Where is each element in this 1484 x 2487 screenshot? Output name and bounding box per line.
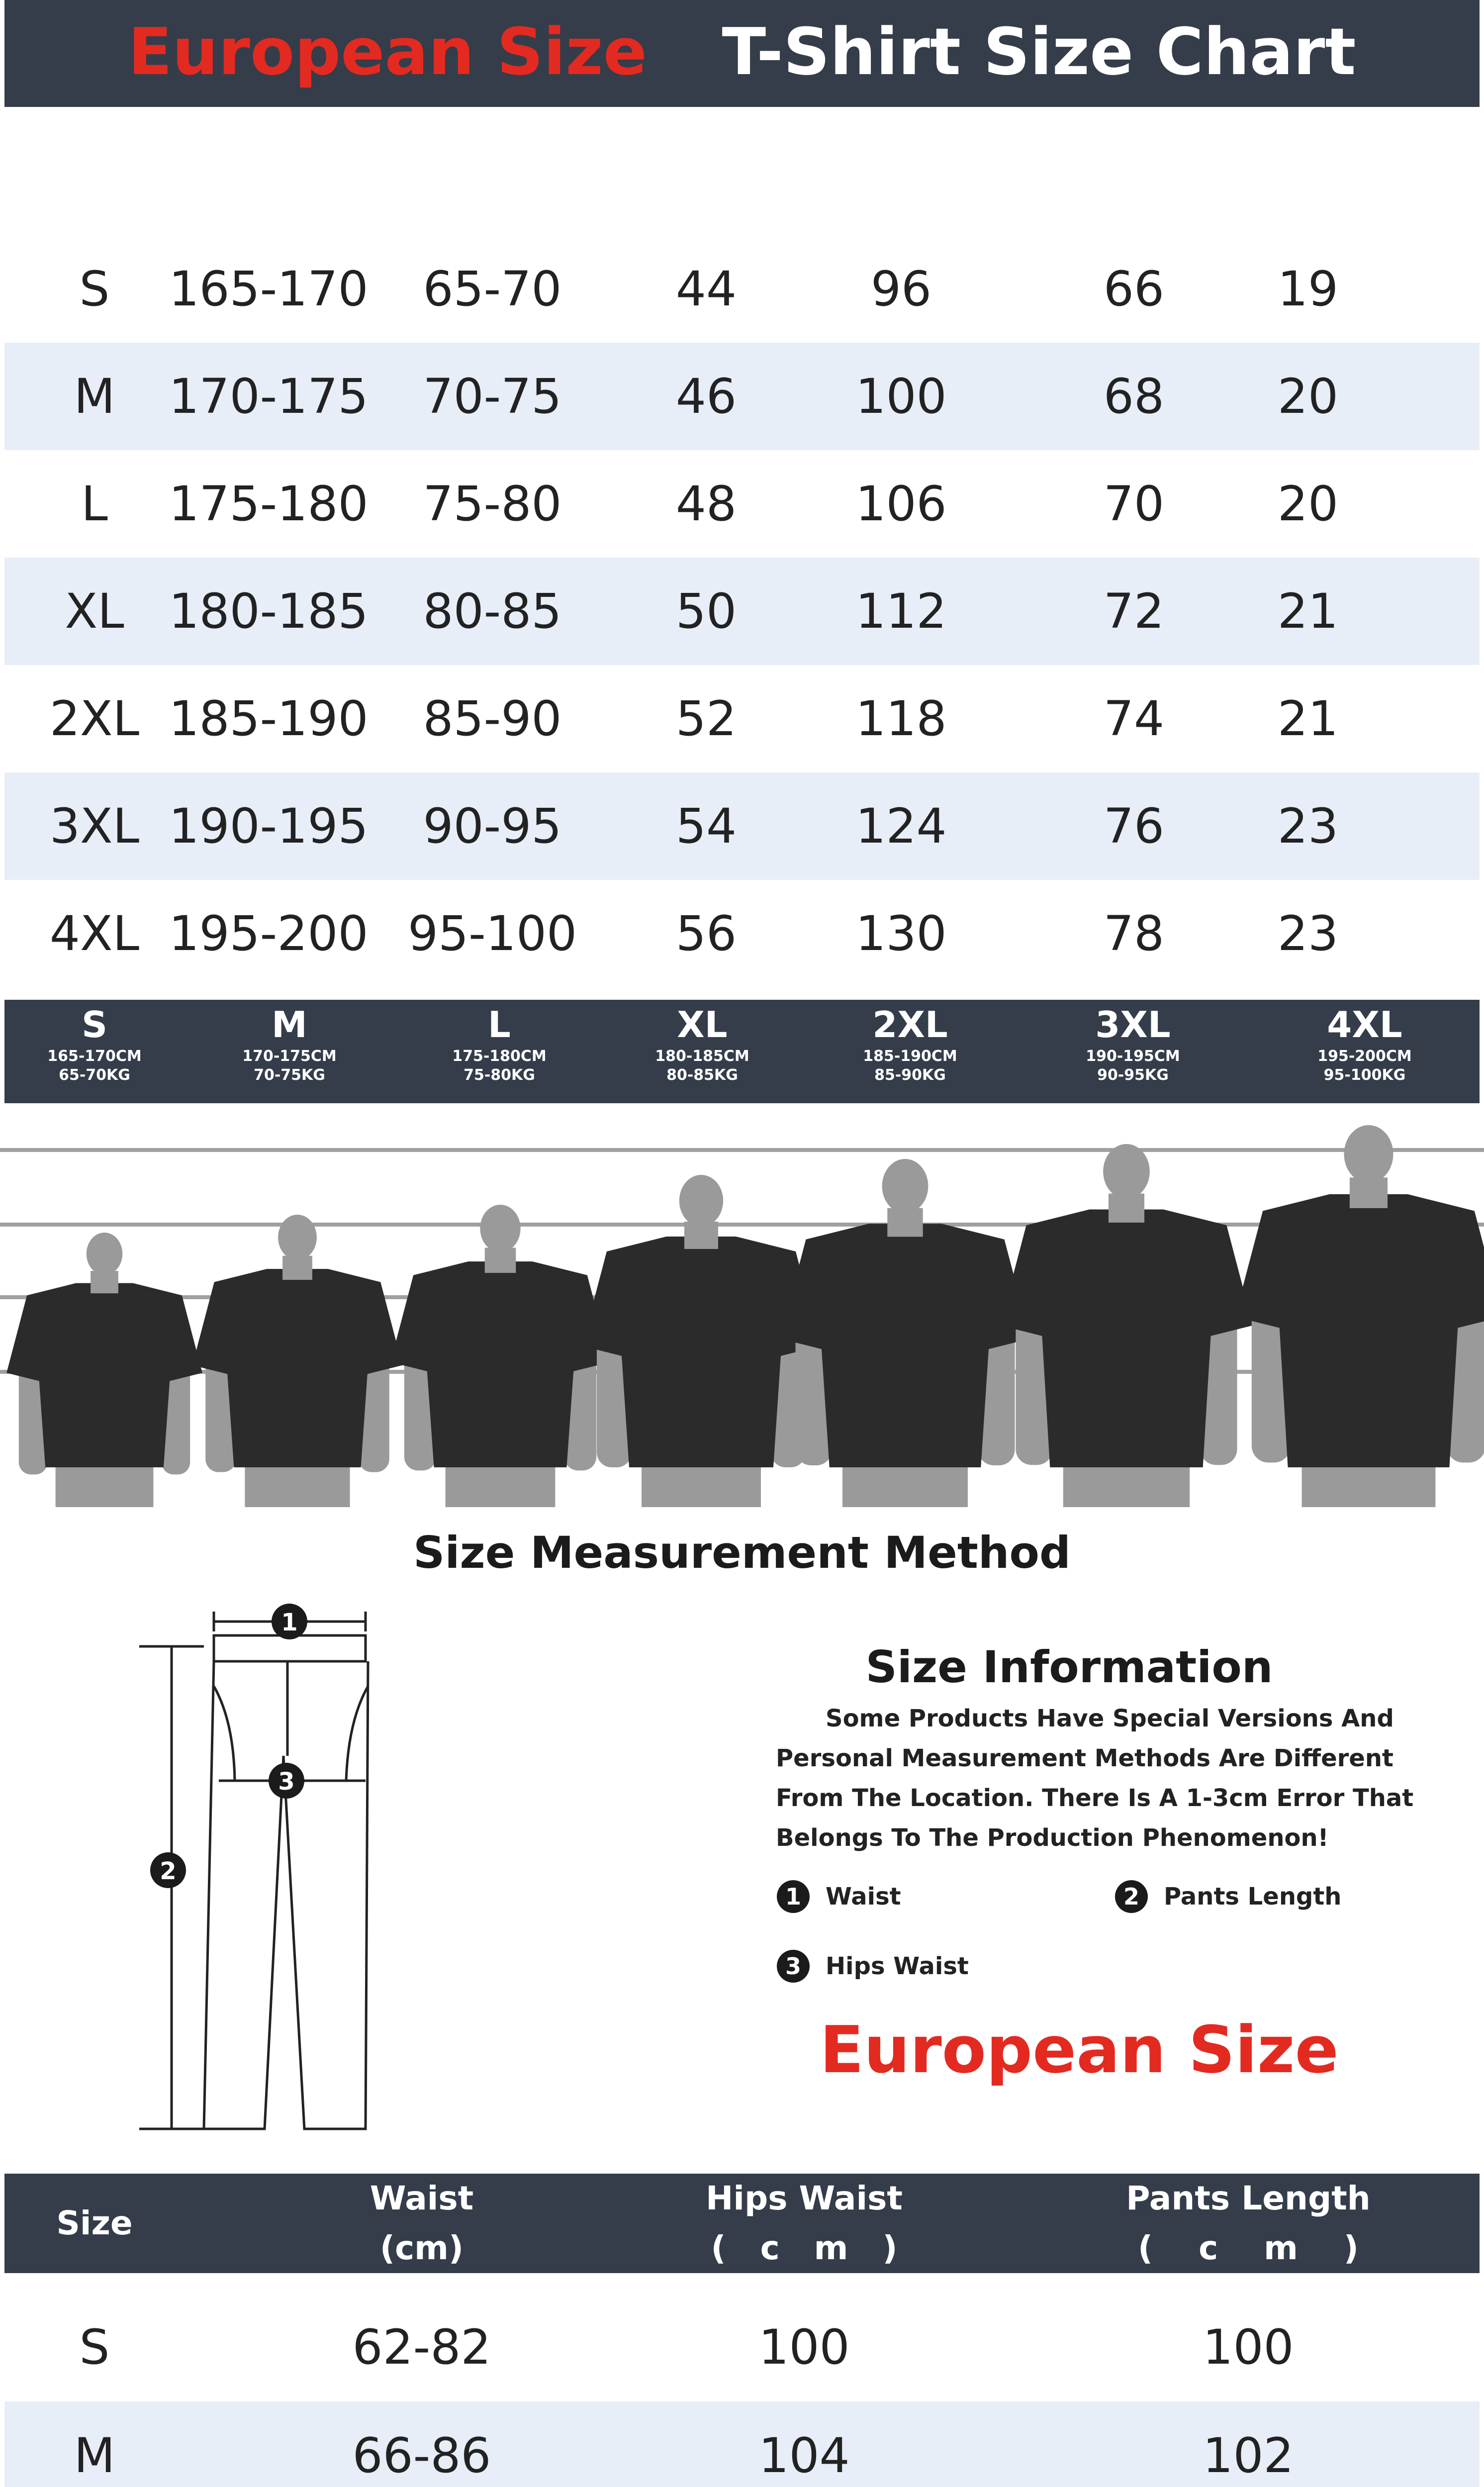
col-name: Hips Waist [706,2179,903,2217]
band-height: 165-170CM [47,1048,142,1065]
shirt-col-header [393,124,592,198]
band-size-label: 3XL [1095,1004,1171,1046]
table-cell: 130 [855,906,947,961]
band-weight: 75-80KG [464,1066,535,1084]
table-cell: 78 [1103,906,1165,961]
table-cell: 85-90 [423,691,562,747]
table-cell: 68 [1103,369,1165,424]
table-cell: XL [65,583,124,639]
col-name: Shoulder [623,123,790,162]
legend-number-2: 2 [1115,1880,1148,1913]
table-cell: 106 [855,476,947,532]
col-name: Size [56,2204,133,2242]
measurement-heading: Size Measurement Method [413,1527,1071,1578]
col-name: Pants Length [1126,2179,1371,2217]
table-cell: 56 [675,906,737,961]
band-size-label: 4XL [1327,1004,1402,1046]
table-cell: 90-95 [423,798,562,854]
table-cell: 165-170 [169,261,369,317]
table-cell: 46 [675,369,737,424]
table-cell: S [79,261,110,317]
table-cell: 112 [855,583,947,639]
col-unit: (cm) [859,160,943,198]
table-cell: M [74,369,115,424]
table-cell: 21 [1277,691,1339,747]
pants-diagram [119,1592,418,2139]
table-cell: 72 [1103,583,1165,639]
table-cell: 20 [1277,476,1339,532]
shirt-col-header [602,124,811,198]
pants-col-header [273,2174,571,2273]
shirt-col-header [20,144,169,181]
info-line: Personal Measurement Methods Are Different [776,1744,1393,1772]
size-figures-illustration [0,1109,1484,1517]
legend-number-3: 3 [777,1950,810,1983]
band-weight: 85-90KG [874,1066,946,1084]
col-unit: (cm) [379,2229,464,2267]
table-cell: L [81,476,108,532]
shirt-col-header [164,124,373,198]
pants-col-header [20,2199,169,2248]
table-cell: 100 [1203,2319,1294,2375]
col-name: Bust [859,123,943,162]
band-height: 180-185CM [655,1048,749,1065]
col-name: Size [56,143,133,182]
figure-silhouette [1235,1125,1484,1507]
table-cell: 52 [675,691,737,747]
legend-number-1: 1 [777,1880,810,1913]
table-cell: 76 [1103,798,1165,854]
col-unit: ( c m ) [209,160,328,198]
table-cell: 66 [1103,261,1165,317]
table-cell: 104 [758,2428,850,2484]
pants-col-header [1049,2174,1447,2273]
legend-pants-length: Pants Length [1164,1883,1342,1911]
table-cell: 118 [855,691,947,747]
table-cell: 124 [855,798,947,854]
band-weight: 80-85KG [666,1066,738,1084]
table-cell: 80-85 [423,583,562,639]
european-size-label: European Size [820,2012,1339,2088]
table-cell: 50 [675,583,737,639]
table-cell: M [74,2428,115,2484]
band-weight: 65-70KG [59,1066,130,1084]
shirt-col-header [1169,124,1447,198]
col-unit: ( c m ) [1180,160,1436,198]
table-cell: 23 [1277,798,1339,854]
col-name: Weight [427,123,558,162]
table-cell: 54 [675,798,737,854]
band-size-label: S [82,1004,107,1046]
band-height: 175-180CM [452,1048,547,1065]
band-weight: 95-100KG [1323,1066,1406,1084]
info-line: Some Products Have Special Versions And [826,1705,1394,1732]
table-cell: 62-82 [352,2319,491,2375]
table-cell: 170-175 [169,369,369,424]
table-cell: 65-70 [423,261,562,317]
band-size-label: XL [677,1004,728,1046]
table-cell: 175-180 [169,476,369,532]
legend-waist: Waist [826,1883,901,1911]
band-weight: 70-75KG [254,1066,325,1084]
table-cell: 95-100 [407,906,577,961]
col-unit: ( c m ) [1075,160,1193,198]
band-height: 185-190CM [863,1048,957,1065]
col-unit: ( k g ) [437,160,548,198]
pants-col-header [630,2174,978,2273]
col-unit: ( c m ) [624,160,788,198]
table-cell: 23 [1277,906,1339,961]
figure-silhouette [390,1205,610,1507]
table-cell: 66-86 [352,2428,491,2484]
table-cell: 190-195 [169,798,369,854]
col-name: Sleeve Length [1176,123,1440,162]
col-unit: ( c m ) [711,2229,898,2267]
legend-hips-waist: Hips Waist [826,1952,969,1980]
table-cell: 4XL [49,906,140,961]
size-information-title: Size Information [865,1641,1273,1693]
band-size-label: M [272,1004,307,1046]
table-cell: 185-190 [169,691,369,747]
size-information-text [776,1699,1422,1858]
table-cell: 195-200 [169,906,369,961]
table-cell: 44 [675,261,737,317]
shirt-table-header [4,0,1480,107]
title-tshirt-size-chart: T-Shirt Size Chart [722,14,1356,90]
figure-silhouette [1000,1144,1253,1507]
table-cell: 2XL [49,691,140,747]
col-name: Length [1069,123,1199,162]
figure-silhouette [6,1233,202,1507]
table-cell: 48 [675,476,737,532]
col-name: Height [206,123,331,162]
info-line: Belongs To The Production Phenomenon! [776,1824,1329,1852]
table-cell: 70 [1103,476,1165,532]
table-cell: 96 [870,261,932,317]
svg-text:2: 2 [160,1857,177,1885]
table-cell: 70-75 [423,369,562,424]
table-cell: 100 [758,2319,850,2375]
table-cell: 100 [855,369,947,424]
col-name: Waist [370,2179,474,2217]
col-unit: ( c m ) [1138,2229,1359,2267]
title-european-size: European Size [128,14,648,90]
page-title [4,14,1480,90]
table-cell: 19 [1277,261,1339,317]
table-cell: 3XL [49,798,140,854]
band-size-label: L [488,1004,511,1046]
figure-silhouette [780,1159,1030,1507]
table-cell: 102 [1203,2428,1294,2484]
band-height: 170-175CM [242,1048,337,1065]
table-cell: 74 [1103,691,1165,747]
band-size-label: 2XL [872,1004,948,1046]
band-height: 190-195CM [1086,1048,1180,1065]
table-cell: 75-80 [423,476,562,532]
band-height: 195-200CM [1317,1048,1412,1065]
table-cell: 180-185 [169,583,369,639]
shirt-col-header [822,124,981,198]
table-cell: S [79,2319,110,2375]
svg-text:3: 3 [278,1768,295,1796]
svg-text:1: 1 [281,1609,298,1636]
table-cell: 20 [1277,369,1339,424]
info-line: From The Location. There Is A 1-3cm Error That [776,1784,1414,1812]
band-weight: 90-95KG [1097,1066,1169,1084]
table-cell: 21 [1277,583,1339,639]
figure-silhouette [192,1215,402,1507]
